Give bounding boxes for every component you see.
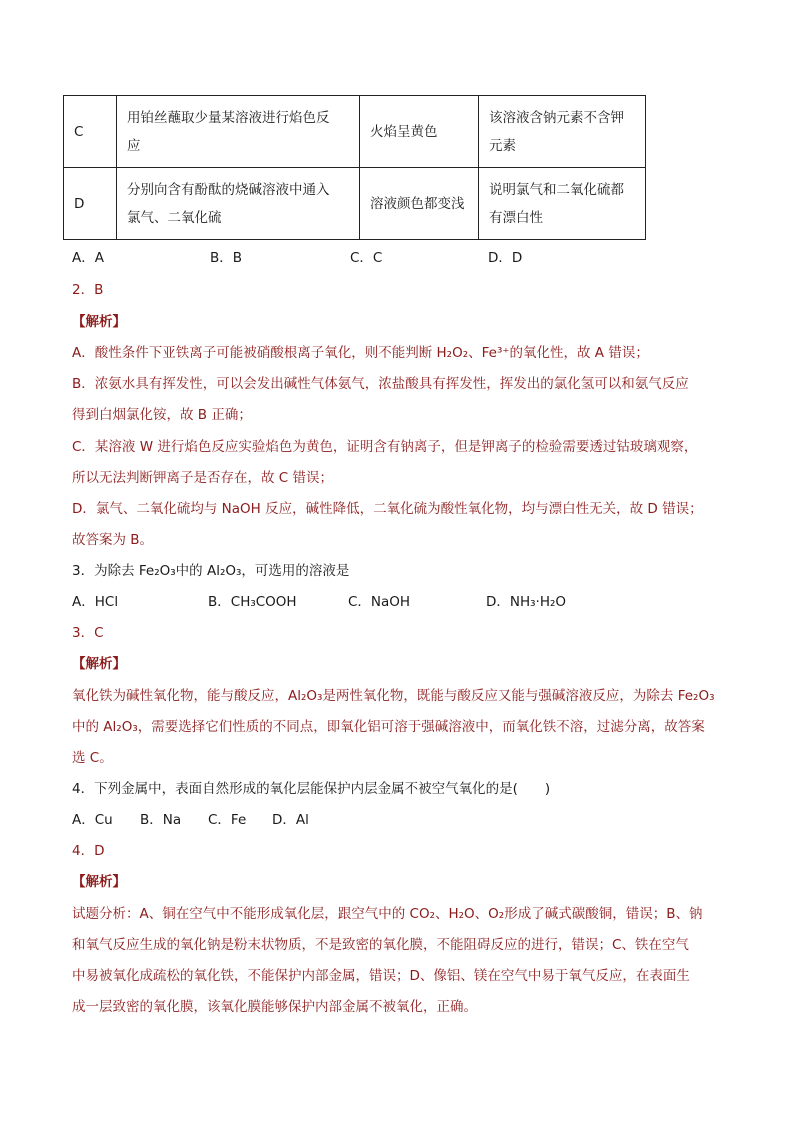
option-c: C．Fe [208, 812, 247, 828]
q3-answer: 3．C [72, 625, 104, 641]
conclusion-text: 元素 [489, 137, 516, 154]
q4-analysis-line: 和氧气反应生成的氧化钠是粉末状物质，不是致密的氧化膜，不能阻碍反应的进行，错误；C、铁在空气 [72, 937, 689, 953]
conclusion-cell [479, 168, 646, 240]
option-d: D．Al [272, 812, 309, 828]
option-d: D．NH₃·H₂O [486, 594, 567, 610]
q2-options [72, 248, 722, 268]
option-c: C．C [350, 250, 383, 266]
q4-options [72, 810, 722, 830]
operation-text: 应 [127, 137, 141, 154]
conclusion-text: 该溶液含钠元素不含钾 [489, 109, 624, 126]
q3-analysis-line: 氧化铁为碱性氧化物，能与酸反应，Al₂O₃是两性氧化物，既能与酸反应又能与强碱溶液反应，为除去 Fe₂O₃ [72, 688, 715, 704]
q4-analysis-heading: 【解析】 [72, 874, 126, 890]
q3-stem: 3．为除去 Fe₂O₃中的 Al₂O₃，可选用的溶液是 [72, 563, 350, 579]
option-d: D．D [488, 250, 523, 266]
operation-text: 氯气、二氧化硫 [127, 209, 222, 226]
q4-analysis-line: 试题分析：A、铜在空气中不能形成氧化层，跟空气中的 CO₂、H₂O、O₂形成了碱式碳酸铜，错误；B、钠 [72, 906, 703, 922]
option-a: A．A [72, 250, 104, 266]
option-a: A．HCl [72, 594, 119, 610]
table-row [64, 168, 646, 240]
q3-analysis-line: 中的 Al₂O₃，需要选择它们性质的不同点，即氧化铝可溶于强碱溶液中，而氧化铁不溶，过滤分离，故答案 [72, 719, 705, 735]
option-c: C．NaOH [348, 594, 411, 610]
option-b: B．B [210, 250, 243, 266]
option-b: B．CH₃COOH [208, 594, 297, 610]
row-label: D [64, 168, 117, 240]
q4-analysis-line: 中易被氧化成疏松的氧化铁，不能保护内部金属，错误；D、像铝、镁在空气中易于氧气反应，在表面生 [72, 968, 690, 984]
q2-analysis-b1: B．浓氨水具有挥发性，可以会发出碱性气体氨气，浓盐酸具有挥发性，挥发出的氯化氢可以和氨气反应 [72, 376, 689, 392]
row-label: C [64, 96, 117, 168]
q2-analysis-d2: 故答案为 B。 [72, 532, 154, 548]
phenomenon-cell: 溶液颜色都变浅 [360, 168, 479, 240]
q2-analysis-heading: 【解析】 [72, 314, 126, 330]
q2-analysis-a: A．酸性条件下亚铁离子可能被硝酸根离子氧化，则不能判断 H₂O₂、Fe³⁺的氧化性，故 A 错误； [72, 345, 649, 361]
q2-answer: 2．B [72, 282, 104, 298]
operation-cell [117, 168, 360, 240]
q4-analysis-line: 成一层致密的氧化膜，该氧化膜能够保护内部金属不被氧化，正确。 [72, 999, 477, 1015]
option-a: A．Cu [72, 812, 113, 828]
phenomenon-cell: 火焰呈黄色 [360, 96, 479, 168]
conclusion-text: 说明氯气和二氧化硫都 [489, 181, 624, 198]
q2-analysis-c2: 所以无法判断钾离子是否存在，故 C 错误； [72, 470, 334, 486]
q4-stem: 4．下列金属中，表面自然形成的氧化层能保护内层金属不被空气氧化的是( ) [72, 781, 551, 797]
q3-analysis-heading: 【解析】 [72, 656, 126, 672]
conclusion-text: 有漂白性 [489, 209, 543, 226]
q4-answer: 4．D [72, 843, 105, 859]
q3-options [72, 592, 722, 612]
operation-text: 分别向含有酚酞的烧碱溶液中通入 [127, 181, 330, 198]
operation-text: 用铂丝蘸取少量某溶液进行焰色反 [127, 109, 330, 126]
table-row [64, 96, 646, 168]
experiment-table [63, 95, 646, 240]
q2-analysis-c1: C．某溶液 W 进行焰色反应实验焰色为黄色，证明含有钠离子，但是钾离子的检验需要透过钴玻璃观察， [72, 439, 698, 455]
conclusion-cell [479, 96, 646, 168]
q2-analysis-b2: 得到白烟氯化铵，故 B 正确； [72, 407, 252, 423]
q2-analysis-d1: D．氯气、二氧化硫均与 NaOH 反应，碱性降低，二氧化硫为酸性氧化物，均与漂白性无关，故 D 错误； [72, 501, 703, 517]
option-b: B．Na [140, 812, 182, 828]
q3-analysis-line: 选 C。 [72, 750, 113, 766]
operation-cell [117, 96, 360, 168]
